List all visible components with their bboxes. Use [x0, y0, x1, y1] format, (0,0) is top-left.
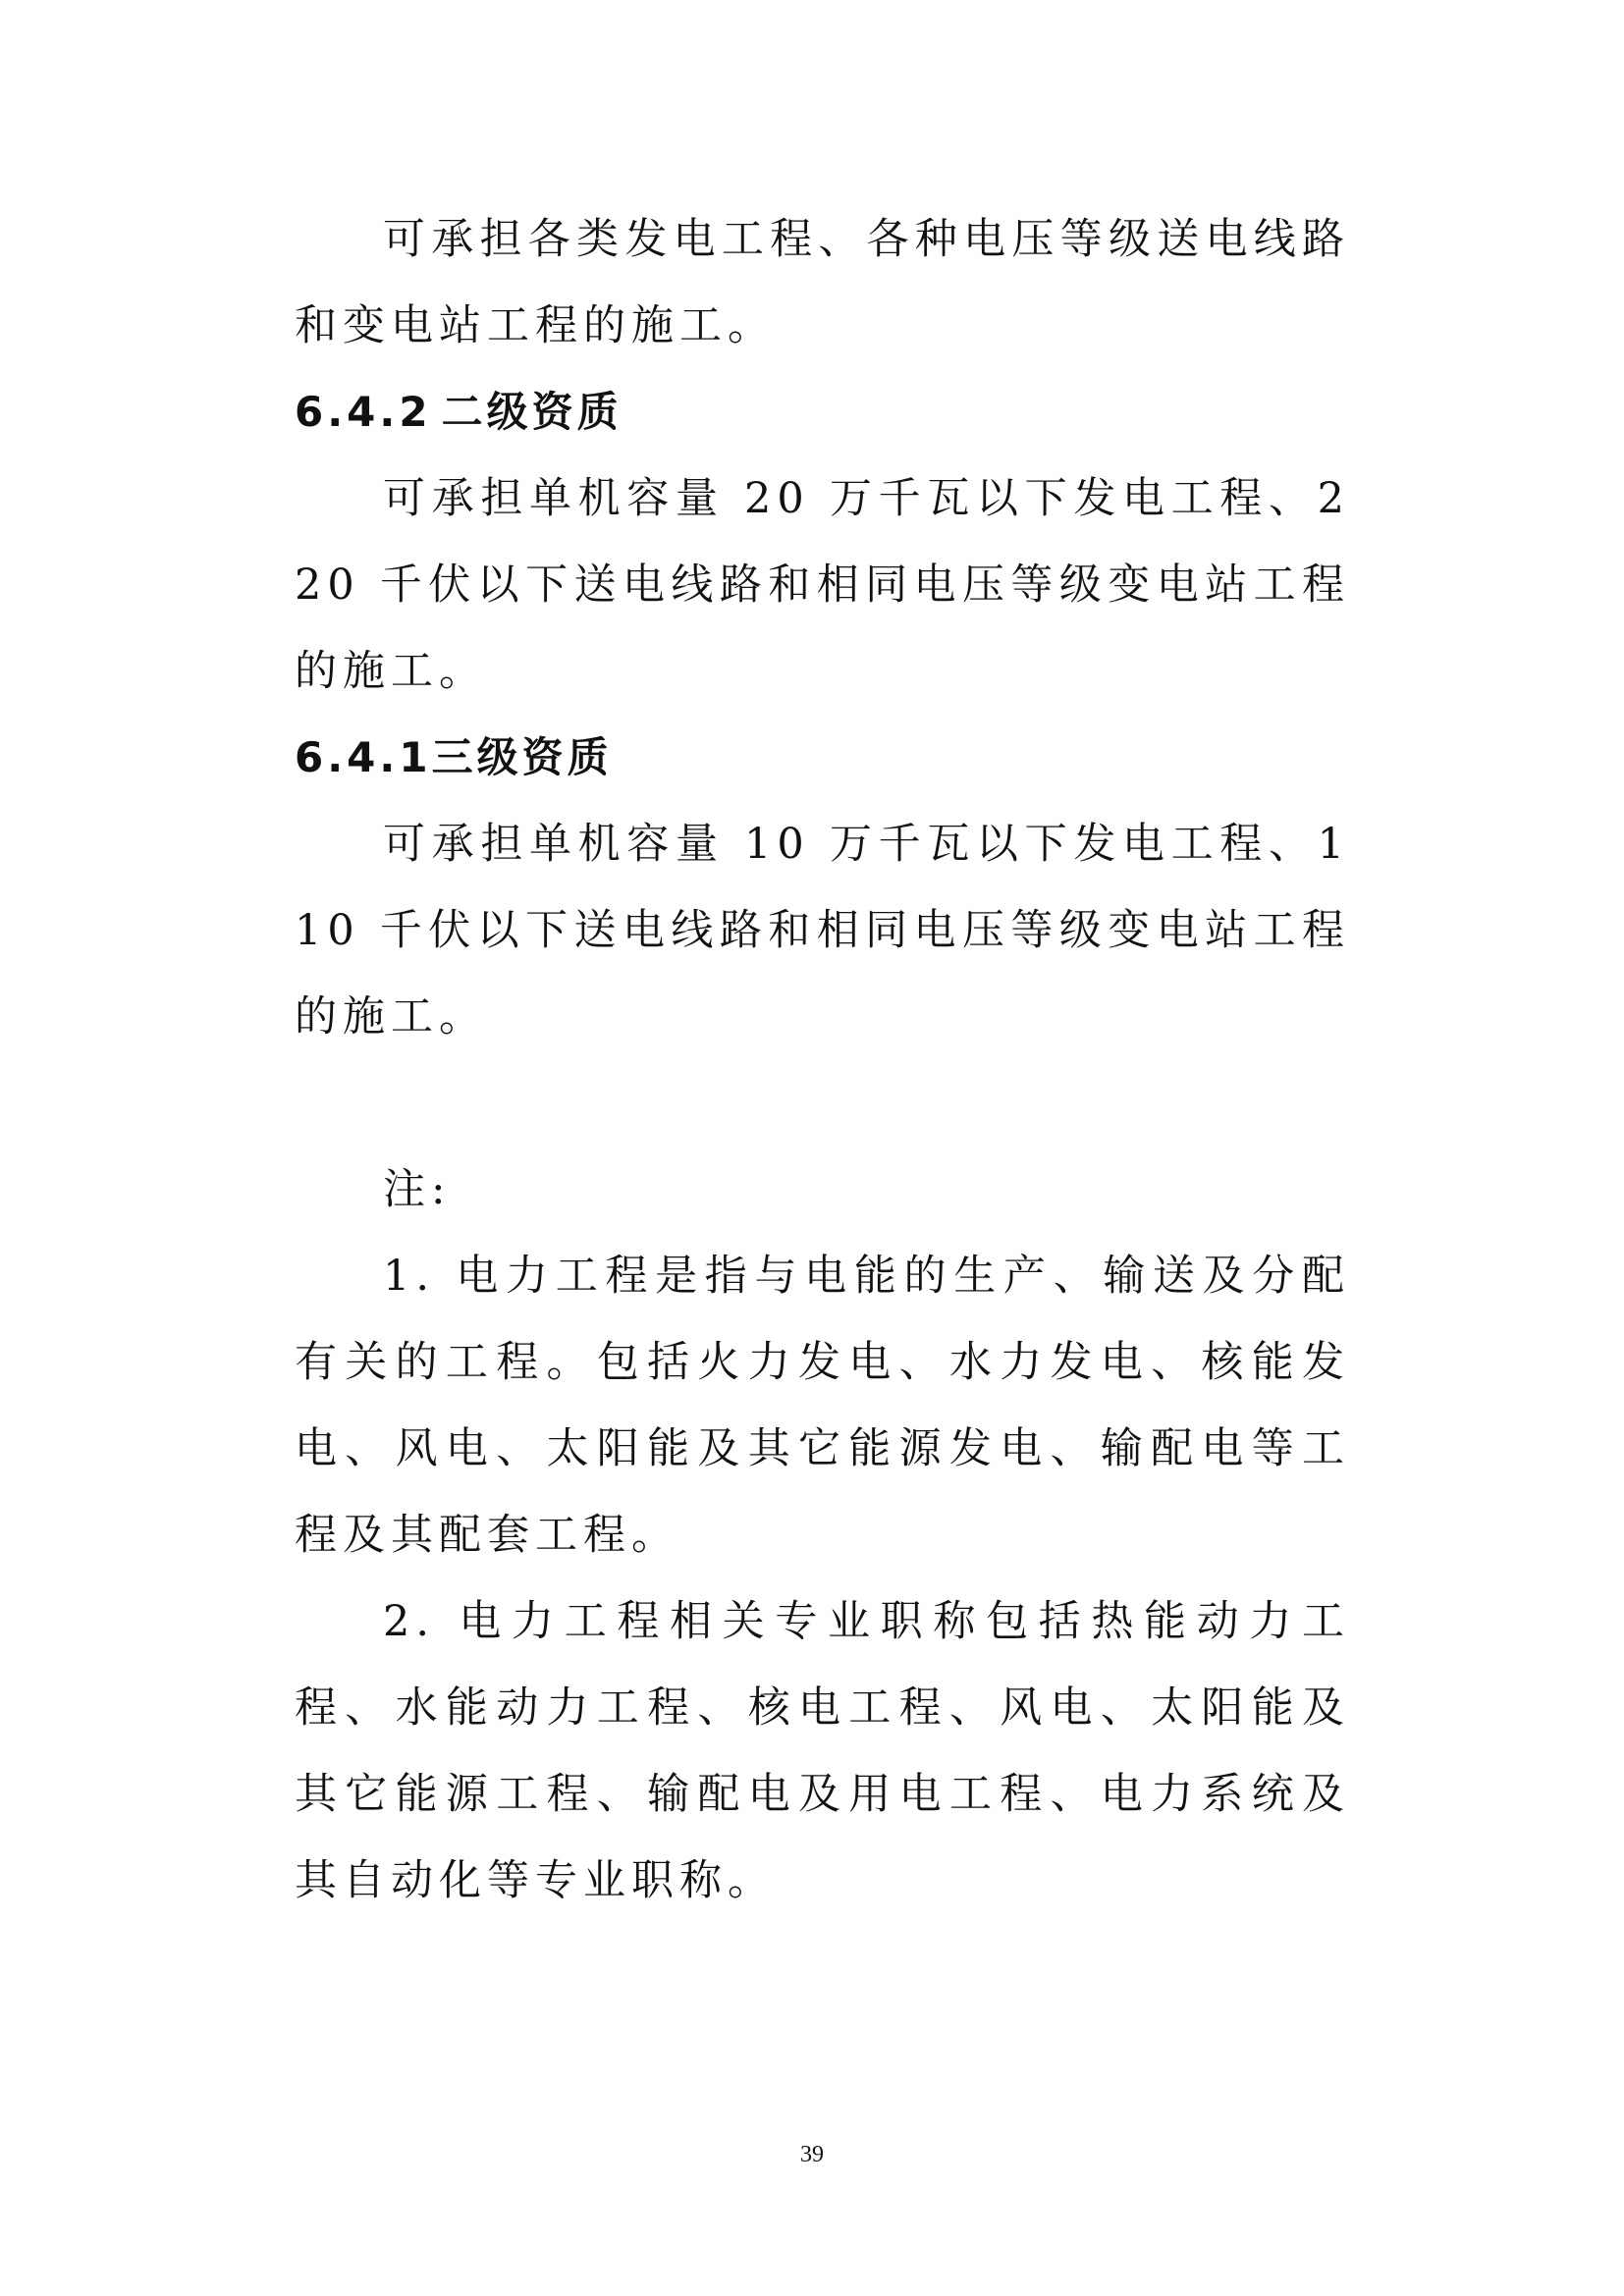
- section-title: 三级资质: [431, 733, 613, 781]
- spacer: [295, 1060, 1350, 1147]
- section-number: 6.4.2: [295, 388, 432, 436]
- section-number: 6.4.1: [295, 733, 432, 781]
- paragraph-second-level-scope: 可承担单机容量 20 万千瓦以下发电工程、220 千伏以下送电线路和相同电压等级变电站工程的施工。: [295, 474, 1350, 696]
- note-item-1: 1. 电力工程是指与电能的生产、输送及分配有关的工程。包括火力发电、水力发电、核能发电、风电、太阳能及其它能源发电、输配电等工程及其配套工程。: [295, 1252, 1350, 1560]
- section-heading-6-4-1: [295, 715, 1350, 801]
- page-number: 39: [800, 2142, 824, 2167]
- document-body: [295, 196, 1350, 1924]
- paragraph-third-level-scope: 可承担单机容量 10 万千瓦以下发电工程、110 千伏以下送电线路和相同电压等级变电站工程的施工。: [295, 820, 1350, 1041]
- section-title: 二级资质: [441, 388, 623, 436]
- note-item-2: 2. 电力工程相关专业职称包括热能动力工程、水能动力工程、核电工程、风电、太阳能及其它能源工程、输配电及用电工程、电力系统及其自动化等专业职称。: [295, 1597, 1350, 1905]
- section-heading-6-4-2: [295, 369, 1350, 455]
- note-label: 注:: [383, 1165, 452, 1214]
- paragraph-first-level-scope: 可承担各类发电工程、各种电压等级送电线路和变电站工程的施工。: [295, 215, 1350, 350]
